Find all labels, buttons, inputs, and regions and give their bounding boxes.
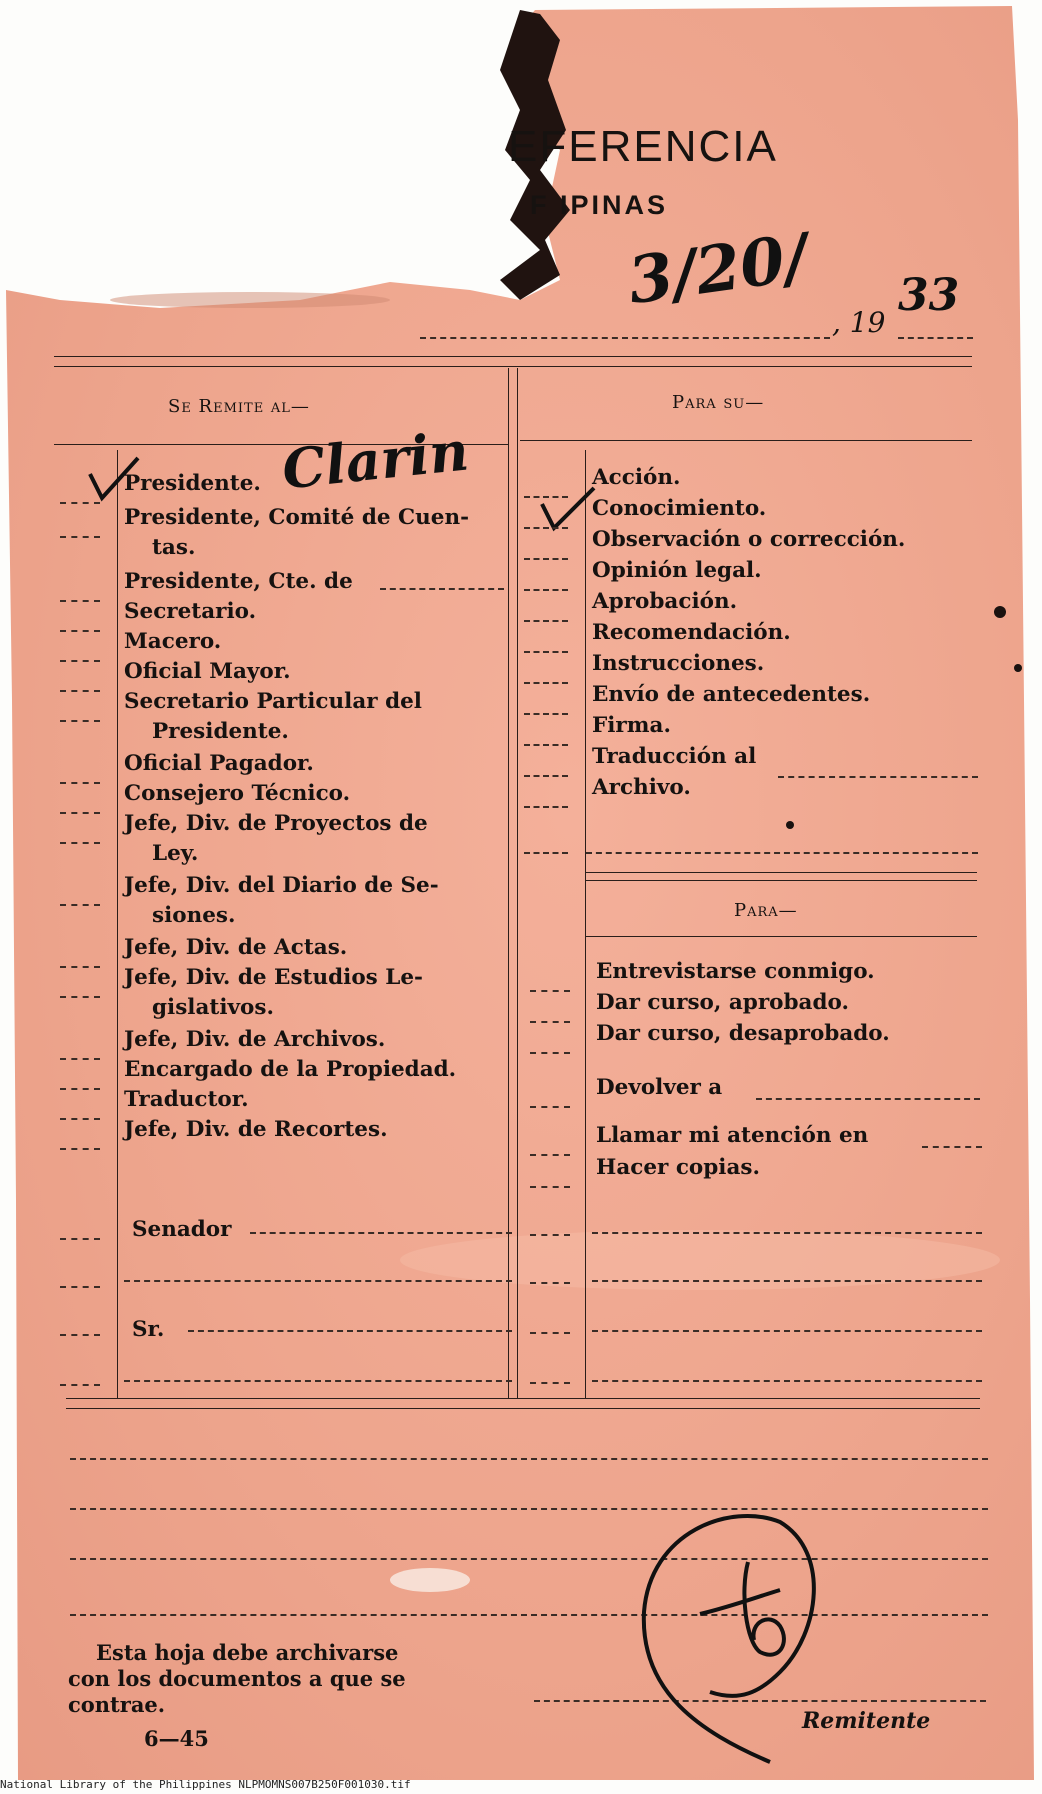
left-item: Jefe, Div. de Actas. [124,935,348,960]
para-item: Dar curso, aprobado. [596,990,849,1015]
right-blank[interactable] [524,620,568,622]
remarks-line [70,1458,988,1460]
left-blank[interactable] [60,1088,100,1090]
blank-line[interactable] [592,1380,982,1382]
right-heading: Para su— [672,392,765,413]
left-blank[interactable] [60,630,100,632]
copias-label: Hacer copias. [596,1155,760,1180]
right-item: Observación o corrección. [592,527,906,552]
left-item: Jefe, Div. de Recortes. [124,1117,388,1142]
right-item: Opinión legal. [592,558,762,583]
blank-line[interactable] [530,1282,570,1284]
left-item-continued: siones. [152,903,236,928]
left-blank[interactable] [60,904,100,906]
footer-note-2: con los documentos a que se [68,1666,406,1691]
blank-line[interactable] [530,1234,570,1236]
left-item: Consejero Técnico. [124,781,351,806]
llamar-label: Llamar mi atención en [596,1123,869,1148]
right-item: Envío de antecedentes. [592,682,871,707]
left-item: Secretario. [124,599,257,624]
right-blank[interactable] [524,496,568,498]
left-item: Macero. [124,629,222,654]
blank-line[interactable] [60,1384,100,1386]
right-heading-2: Para— [734,900,798,921]
right-item: Aprobación. [592,589,738,614]
blank-line[interactable] [592,1232,982,1234]
left-item: Secretario Particular del [124,689,422,714]
left-blank[interactable] [60,1058,100,1060]
sender-label: Remitente [802,1708,931,1734]
left-blank[interactable] [60,536,100,538]
right-blank[interactable] [530,1186,570,1188]
footer-note-1: Esta hoja debe archivarse [96,1640,399,1665]
right-blank[interactable] [524,744,568,746]
left-blank[interactable] [60,966,100,968]
fill-line[interactable] [922,1146,982,1148]
left-item: Jefe, Div. del Diario de Se- [124,873,439,898]
left-blank[interactable] [60,996,100,998]
blank-line[interactable] [530,1332,570,1334]
left-item: Jefe, Div. de Archivos. [124,1027,386,1052]
left-blank[interactable] [60,600,100,602]
left-item-continued: Ley. [152,841,199,866]
left-item: Encargado de la Propiedad. [124,1057,457,1082]
left-item: Oficial Mayor. [124,659,291,684]
left-item: Jefe, Div. de Proyectos de [124,811,428,836]
left-item-continued: gislativos. [152,995,274,1020]
right-blank[interactable] [524,775,568,777]
left-blank[interactable] [60,1148,100,1150]
blank-line[interactable] [250,1232,512,1234]
blank-line[interactable] [530,1382,570,1384]
blank-line[interactable] [124,1380,512,1382]
para-item: Entrevistarse conmigo. [596,959,875,984]
blank-line[interactable] [188,1330,512,1332]
left-blank[interactable] [60,660,100,662]
left-blank[interactable] [60,502,100,504]
remarks-line [70,1614,988,1616]
remarks-line [70,1508,988,1510]
right-blank[interactable] [530,1106,570,1108]
left-blank[interactable] [60,842,100,844]
year-line [898,337,973,339]
left-item: Oficial Pagador. [124,751,314,776]
right-blank[interactable] [524,589,568,591]
right-item: Recomendación. [592,620,791,645]
handwritten-date: 3/20/ [623,219,813,320]
right-item: Traducción al [592,744,757,769]
blank-line[interactable] [60,1286,100,1288]
form-title: EFERENCIA [508,122,778,171]
right-item: Acción. [592,465,681,490]
right-item: Conocimiento. [592,496,767,521]
right-blank[interactable] [524,558,568,560]
remarks-line [70,1558,988,1560]
right-blank[interactable] [530,1021,570,1023]
right-blank[interactable] [524,682,568,684]
footer-note-3: contrae. [68,1692,166,1717]
left-heading: Se Remite al— [168,396,310,417]
handwritten-addressee: Clarin [279,418,472,502]
right-blank[interactable] [530,990,570,992]
source-caption: National Library of the Philippines NLPMOMNS007B250F001030.tif [0,1778,411,1791]
left-item-continued: Presidente. [152,719,289,744]
sr-label: Sr. [132,1317,165,1342]
form-subtitle: F IPINAS [530,190,669,220]
left-item: Presidente, Comité de Cuen- [124,505,470,530]
left-blank[interactable] [60,720,100,722]
right-blank[interactable] [524,713,568,715]
right-blank[interactable] [524,527,568,529]
devolver-label: Devolver a [596,1075,723,1100]
date-line [420,337,830,339]
blank-line[interactable] [592,1280,982,1282]
year-prefix: , 19 [832,306,886,339]
blank-line[interactable] [592,1330,982,1332]
right-blank[interactable] [524,806,568,808]
right-item: Archivo. [592,775,691,800]
left-blank[interactable] [60,812,100,814]
right-item: Firma. [592,713,671,738]
senador-label: Senador [132,1217,232,1242]
right-blank[interactable] [524,651,568,653]
handwritten-year: 33 [898,270,960,321]
para-item: Dar curso, desaprobado. [596,1021,890,1046]
left-item: Presidente. [124,471,261,496]
blank-line[interactable] [60,1238,100,1240]
right-blank[interactable] [530,1052,570,1054]
left-item: Traductor. [124,1087,249,1112]
left-blank[interactable] [60,1118,100,1120]
left-item: Jefe, Div. de Estudios Le- [124,965,423,990]
right-blank[interactable] [530,1154,570,1156]
left-item-continued: tas. [152,535,196,560]
form-number: 6—45 [144,1726,209,1751]
left-blank[interactable] [60,782,100,784]
handwritten-initials [630,1492,830,1772]
fill-line[interactable] [756,1098,980,1100]
left-blank[interactable] [60,690,100,692]
blank-line[interactable] [124,1280,512,1282]
right-item: Instrucciones. [592,651,765,676]
left-item: Presidente, Cte. de [124,569,353,594]
blank-line[interactable] [60,1334,100,1336]
